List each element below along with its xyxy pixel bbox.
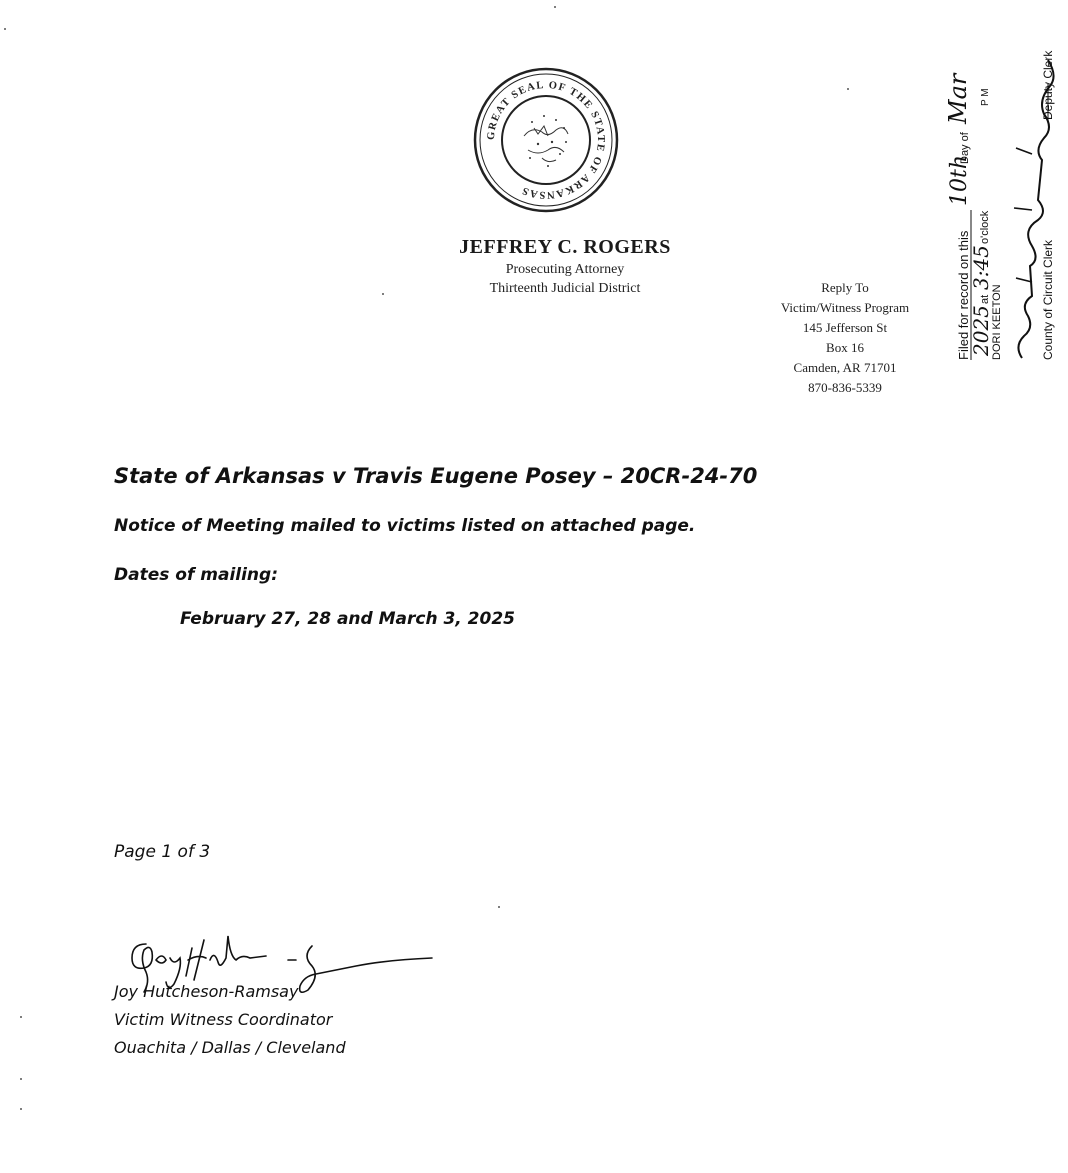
filed-year-value: 2025: [969, 305, 993, 356]
notice-text: Notice of Meeting mailed to victims listed on attached page.: [114, 516, 696, 536]
attorney-name: JEFFREY C. ROGERS: [459, 236, 671, 258]
box-number: Box 16: [826, 340, 864, 355]
street-address: 145 Jefferson St: [802, 320, 888, 335]
attorney-title: Prosecuting Attorney: [505, 262, 625, 277]
scan-speck: [847, 88, 849, 90]
scan-speck: [554, 6, 556, 8]
judicial-district: Thirteenth Judicial District: [489, 281, 641, 296]
state-seal: [472, 66, 620, 214]
day-of-label: Day of: [959, 132, 971, 164]
coordinator-area: Ouachita / Dallas / Cleveland: [114, 1038, 346, 1057]
filed-stamp-graphic: [930, 28, 1068, 368]
filed-for-record-label: Filed for record on this: [956, 230, 971, 360]
coordinator-name: Joy Hutcheson-Ramsay: [114, 982, 299, 1001]
oclock-label: o'clock: [979, 210, 991, 244]
deputy-clerk-label: Deputy Clerk: [1041, 50, 1055, 120]
scan-speck: [498, 906, 500, 908]
meridiem-label: P M: [980, 88, 991, 106]
city-state-zip: Camden, AR 71701: [793, 360, 897, 375]
coordinator-title: Victim Witness Coordinator: [114, 1010, 333, 1029]
scan-speck: [382, 293, 384, 295]
filed-day-value: 10th: [947, 154, 972, 206]
scan-speck: [20, 1108, 22, 1110]
page-number: Page 1 of 3: [114, 842, 211, 862]
filed-stamp: [930, 28, 1068, 368]
program-name: Victim/Witness Program: [780, 300, 910, 315]
scan-speck: [20, 1078, 22, 1080]
clerk-printed-name: DORI KEETON: [991, 284, 1003, 360]
svg-text:GREAT SEAL OF THE STATE OF ARK: [486, 80, 606, 200]
reply-to-label: Reply To: [821, 280, 869, 295]
dates-of-mailing-label: Dates of mailing:: [114, 565, 279, 585]
seal-text: GREAT SEAL OF THE STATE OF ARKANSAS: [485, 79, 607, 201]
scan-speck: [4, 28, 6, 30]
scan-speck: [20, 1016, 22, 1018]
dates-of-mailing-value: February 27, 28 and March 3, 2025: [180, 609, 515, 629]
at-label: at: [979, 294, 991, 304]
filed-month-value: Mar: [944, 73, 972, 124]
clerk-label: County of Circuit Clerk: [1041, 239, 1055, 360]
case-title: State of Arkansas v Travis Eugene Posey – 20CR-24-70: [114, 464, 758, 488]
phone-number: 870-836-5339: [808, 380, 882, 395]
reply-address-block: [750, 278, 940, 398]
filed-time-value: 3:45: [969, 245, 993, 290]
seal-graphic: [472, 66, 620, 214]
